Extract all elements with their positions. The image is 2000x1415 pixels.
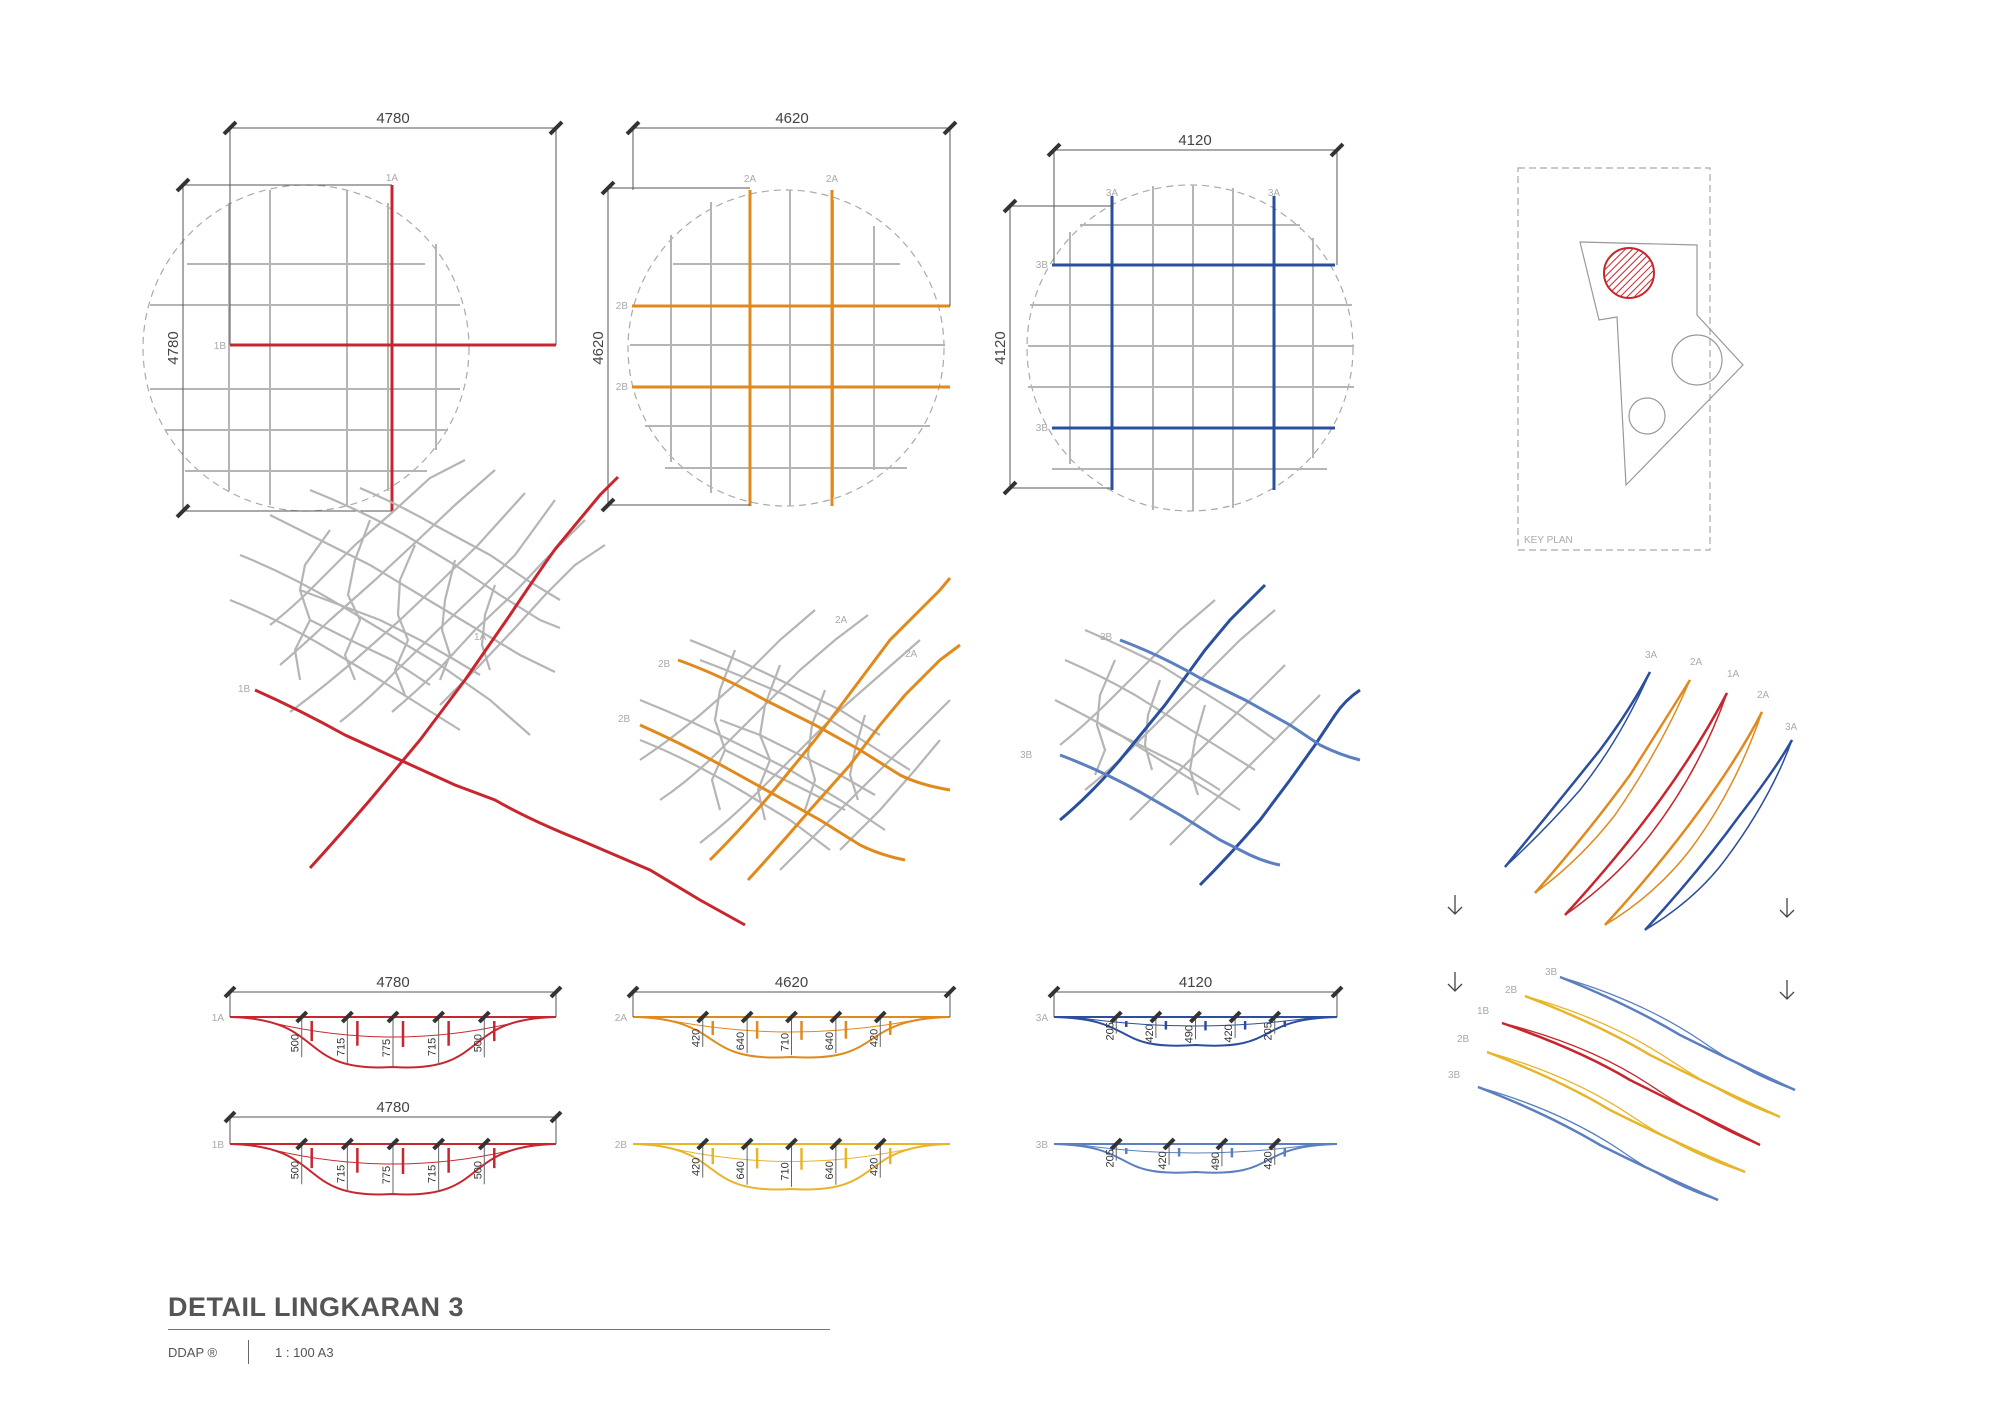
section-label: 1B bbox=[211, 1140, 224, 1151]
section-width: 4780 bbox=[376, 1099, 410, 1116]
section-label: 2A bbox=[614, 1013, 627, 1024]
plan-3-label-3b-bottom: 3B bbox=[1035, 423, 1048, 434]
stack-b bbox=[1448, 967, 1795, 1200]
section-label: 3B bbox=[1035, 1140, 1048, 1151]
plan-3-label-3b-top: 3B bbox=[1035, 260, 1048, 271]
section-depth-value: 715 bbox=[426, 1164, 439, 1184]
section-depth-value: 640 bbox=[735, 1031, 748, 1051]
plan-1-dimensions bbox=[183, 128, 556, 511]
plan-2-label-2a-left: 2A bbox=[743, 174, 757, 185]
stack-b-rib-3b-1 bbox=[1560, 977, 1795, 1090]
plan-1-label-1a: 1A bbox=[385, 173, 399, 184]
arrow-down-icon bbox=[1448, 895, 1462, 914]
stack-a-label-1: 3A bbox=[1645, 650, 1658, 661]
section-3a bbox=[1036, 974, 1342, 1046]
section-depth-value: 710 bbox=[779, 1032, 792, 1052]
section-depth-value: 775 bbox=[381, 1165, 393, 1185]
stack-b-label-3: 1B bbox=[1477, 1006, 1490, 1017]
plan-2-label-2b-top: 2B bbox=[615, 301, 628, 312]
plan-3-grid bbox=[1028, 185, 1354, 511]
section-width: 4620 bbox=[774, 974, 809, 991]
stack-b-label-4: 2B bbox=[1457, 1034, 1470, 1045]
iso-1-grid bbox=[230, 460, 605, 735]
plan-3-height: 4120 bbox=[992, 331, 1009, 365]
iso-rib-3b-top bbox=[1120, 640, 1360, 760]
section-depth-value: 490 bbox=[1209, 1151, 1222, 1171]
section-depth-value: 420 bbox=[690, 1157, 703, 1177]
iso-2-label-2a-2: 2A bbox=[905, 649, 918, 660]
stack-b-label-2: 2B bbox=[1505, 985, 1518, 996]
plan-1-outline bbox=[143, 185, 469, 511]
stack-a-label-4: 2A bbox=[1757, 690, 1770, 701]
section-label: 1A bbox=[211, 1013, 224, 1024]
section-label: 2B bbox=[614, 1140, 627, 1151]
plan-2-grid bbox=[630, 190, 945, 506]
section-curve bbox=[1054, 1144, 1337, 1173]
sheet-title: DETAIL LINGKARAN 3 bbox=[168, 1292, 830, 1330]
stack-arrows bbox=[1448, 895, 1794, 999]
iso-rib-3b-bottom bbox=[1060, 755, 1280, 865]
section-2b bbox=[615, 1139, 950, 1190]
key-plan-circle-3 bbox=[1629, 398, 1665, 434]
section-depth-value: 420 bbox=[690, 1028, 703, 1048]
plan-2-dimensions bbox=[608, 128, 950, 505]
iso-3-label-3b-2: 3B bbox=[1020, 750, 1033, 761]
arrow-down-icon bbox=[1780, 980, 1794, 999]
iso-2-grid bbox=[640, 610, 950, 870]
section-width: 4780 bbox=[376, 974, 410, 991]
iso-1-label-1a: 1A bbox=[474, 632, 487, 643]
section-depth-value: 715 bbox=[335, 1164, 348, 1184]
section-depth-value: 420 bbox=[868, 1157, 881, 1177]
section-width: 4120 bbox=[1178, 974, 1213, 991]
plan-3-label-3a-left: 3A bbox=[1105, 188, 1119, 199]
plan-2-label-2b-bottom: 2B bbox=[615, 382, 628, 393]
section-depth-value: 420 bbox=[1262, 1151, 1275, 1170]
plan-3-label-3a-right: 3A bbox=[1267, 188, 1281, 199]
plan-1-grid bbox=[150, 190, 460, 505]
key-plan bbox=[1518, 168, 1743, 550]
iso-rib-1a bbox=[310, 477, 618, 868]
stack-a-rib-1a-inner bbox=[1565, 693, 1727, 915]
plan-2 bbox=[590, 110, 956, 511]
plan-1-width: 4780 bbox=[376, 110, 410, 127]
section-depth-value: 420 bbox=[1143, 1024, 1156, 1043]
section-depth-value: 420 bbox=[1157, 1151, 1170, 1170]
section-depth-value: 640 bbox=[823, 1031, 836, 1051]
section-depth-value: 490 bbox=[1183, 1024, 1196, 1044]
plan-1 bbox=[143, 110, 562, 517]
section-depth-value: 205 bbox=[1262, 1022, 1275, 1041]
section-depth-value: 775 bbox=[381, 1038, 393, 1058]
plan-2-outline bbox=[628, 190, 944, 506]
key-plan-frame bbox=[1518, 168, 1710, 550]
stack-a-rib-3a-1-inner bbox=[1505, 672, 1650, 867]
iso-3 bbox=[1020, 585, 1360, 885]
iso-3-label-3b-1: 3B bbox=[1100, 632, 1113, 643]
plan-3-dimensions bbox=[1010, 150, 1337, 488]
section-label: 3A bbox=[1035, 1013, 1048, 1024]
stack-b-rib-1b-inner bbox=[1502, 1023, 1760, 1145]
meta-separator bbox=[248, 1340, 249, 1364]
section-depth-value: 420 bbox=[1223, 1024, 1236, 1043]
iso-1-label-1b: 1B bbox=[238, 684, 251, 695]
stack-a-rib-3a-2-inner bbox=[1645, 740, 1792, 930]
plan-2-width: 4620 bbox=[775, 110, 809, 127]
iso-2-label-2b-2: 2B bbox=[618, 714, 631, 725]
stack-a-label-5: 3A bbox=[1785, 722, 1798, 733]
plan-1-label-1b: 1B bbox=[213, 341, 226, 352]
iso-1 bbox=[230, 460, 745, 925]
iso-2-label-2a-1: 2A bbox=[835, 615, 848, 626]
arrow-down-icon bbox=[1780, 898, 1794, 917]
plan-3-outline bbox=[1027, 185, 1353, 511]
section-1a bbox=[212, 974, 561, 1067]
section-depth-value: 500 bbox=[289, 1033, 302, 1053]
section-depth-value: 715 bbox=[426, 1037, 439, 1057]
plan-3-width: 4120 bbox=[1178, 132, 1212, 149]
plan-2-height: 4620 bbox=[590, 331, 607, 365]
title-block bbox=[168, 1292, 830, 1364]
section-depth-value: 500 bbox=[472, 1160, 485, 1180]
section-depth-value: 205 bbox=[1104, 1149, 1117, 1168]
iso-rib-2a-left bbox=[710, 578, 950, 860]
plan-3 bbox=[992, 132, 1354, 511]
key-plan-circle-2 bbox=[1672, 335, 1722, 385]
stack-a-rib-1a bbox=[1565, 693, 1727, 915]
iso-rib-1b bbox=[255, 690, 745, 925]
section-depth-value: 205 bbox=[1104, 1022, 1117, 1041]
section-depth-value: 640 bbox=[823, 1161, 836, 1180]
stack-a bbox=[1505, 650, 1798, 930]
key-plan-active-circle bbox=[1604, 248, 1654, 298]
stack-b-label-5: 3B bbox=[1448, 1070, 1461, 1081]
section-depth-value: 500 bbox=[289, 1160, 302, 1180]
stack-a-label-2: 2A bbox=[1690, 657, 1703, 668]
section-elevations bbox=[212, 974, 1342, 1194]
section-depth-value: 500 bbox=[472, 1033, 485, 1053]
stack-b-rib-2b-1 bbox=[1525, 996, 1780, 1117]
stack-a-label-3: 1A bbox=[1727, 669, 1740, 680]
section-depth-value: 420 bbox=[868, 1028, 881, 1048]
key-plan-label: KEY PLAN bbox=[1524, 535, 1573, 546]
title-meta bbox=[168, 1340, 830, 1364]
plan-1-height: 4780 bbox=[165, 331, 182, 365]
section-depth-value: 715 bbox=[335, 1037, 348, 1057]
plan-2-label-2a-right: 2A bbox=[825, 174, 839, 185]
plan-2-ticks bbox=[602, 122, 956, 511]
stack-a-rib-3a-2 bbox=[1645, 740, 1792, 930]
brand-label: DDAP ® bbox=[168, 1344, 218, 1360]
iso-3-grid bbox=[1055, 600, 1320, 845]
plan-1-ticks bbox=[177, 122, 562, 517]
section-2a bbox=[615, 974, 955, 1058]
iso-2-label-2b-1: 2B bbox=[658, 659, 671, 670]
iso-2 bbox=[618, 578, 960, 880]
section-depth-value: 640 bbox=[735, 1161, 748, 1180]
section-1b bbox=[212, 1099, 561, 1194]
stack-b-label-1: 3B bbox=[1545, 967, 1558, 978]
scale-label: 1 : 100 A3 bbox=[275, 1344, 334, 1360]
stack-a-rib-3a-1 bbox=[1505, 672, 1650, 867]
section-3b bbox=[1036, 1139, 1337, 1173]
section-depth-value: 710 bbox=[779, 1162, 792, 1181]
arrow-down-icon bbox=[1448, 972, 1462, 991]
plan-3-ticks bbox=[1004, 144, 1343, 494]
